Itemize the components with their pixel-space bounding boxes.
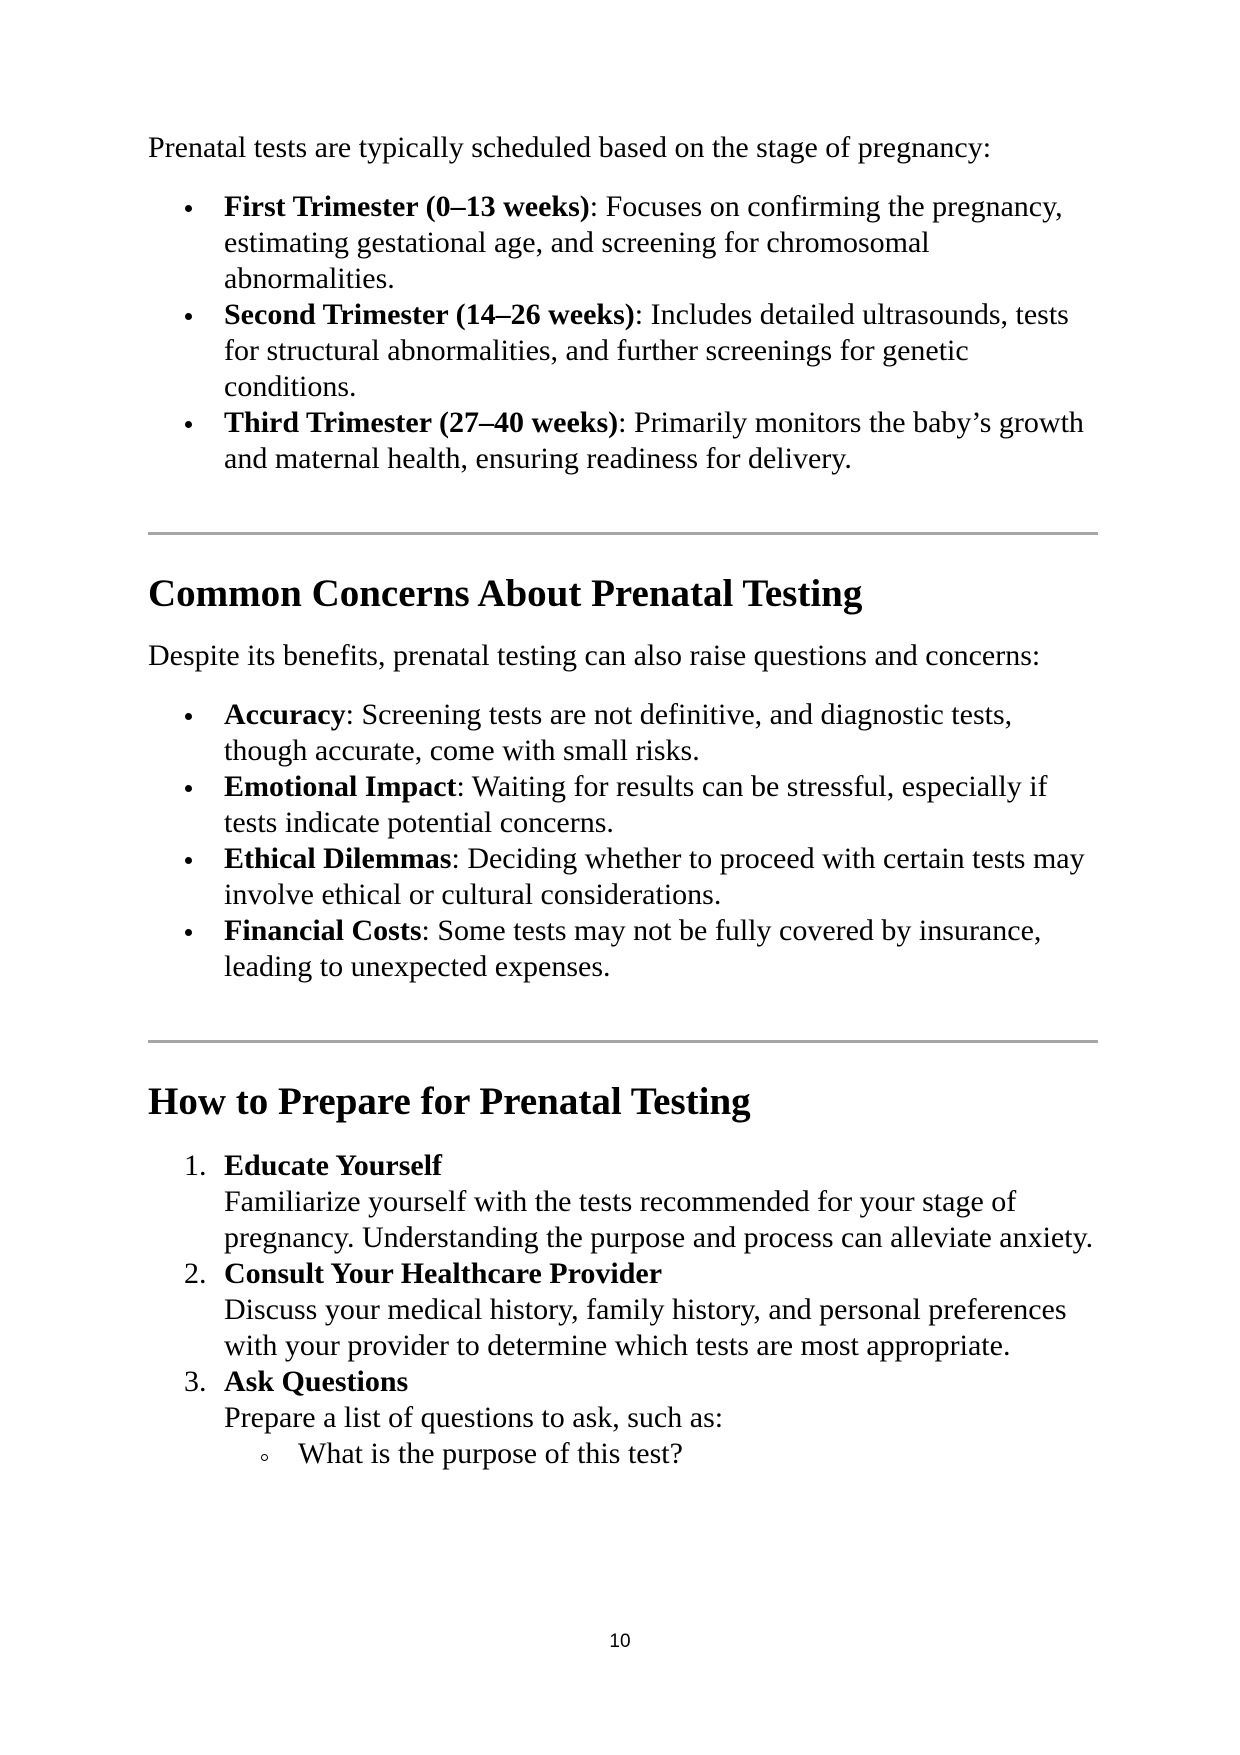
question-text: What is the purpose of this test? [298,1437,683,1470]
item-term: Third Trimester (27–40 weeks) [224,406,619,439]
bullet-icon [185,785,192,792]
circle-bullet-icon [261,1454,268,1461]
bullet-icon [185,421,192,428]
step-title: Educate Yourself [224,1149,443,1182]
step-text: Prepare a list of questions to ask, such as: [224,1401,724,1434]
item-text: : Deciding whether to proceed with certain tests may involve ethical or cultural considerations. [224,842,1085,911]
question-list [224,1436,1098,1472]
item-term: Emotional Impact [224,770,457,803]
list-item [224,1436,1098,1472]
list-item [148,841,1098,913]
step-number: 2. [184,1257,207,1290]
item-term: Accuracy [224,698,346,731]
concerns-intro: Despite its benefits, prenatal testing can also raise questions and concerns: [148,639,1041,672]
step-text: Discuss your medical history, family history, and personal preferences with your provider to determine which tests are most appropriate. [224,1293,1067,1362]
list-item [148,697,1098,769]
step-title: Consult Your Healthcare Provider [224,1257,663,1290]
bullet-icon [185,857,192,864]
section-heading-prepare: How to Prepare for Prenatal Testing [148,1080,751,1123]
section-heading-concerns: Common Concerns About Prenatal Testing [148,572,863,615]
list-item [148,405,1098,477]
step-title: Ask Questions [224,1365,409,1398]
list-item [148,297,1098,405]
bullet-icon [185,205,192,212]
list-item [148,1256,1098,1364]
item-text: : Waiting for results can be stressful, especially if tests indicate potential concerns. [224,770,1048,839]
bullet-icon [185,313,192,320]
document-page [148,130,1098,1472]
page-number: 10 [609,1631,631,1652]
bullet-icon [185,929,192,936]
item-term: First Trimester (0–13 weeks) [224,190,590,223]
step-number: 1. [184,1149,207,1182]
list-item [148,913,1098,985]
item-term: Financial Costs [224,914,422,947]
prepare-steps [148,1148,1098,1472]
item-term: Second Trimester (14–26 weeks) [224,298,635,331]
item-text: : Some tests may not be fully covered by insurance, leading to unexpected expenses. [224,914,1042,983]
bullet-icon [185,713,192,720]
step-text: Familiarize yourself with the tests recommended for your stage of pregnancy. Understanding the purpose and process can alleviate anxiety. [224,1185,1094,1254]
list-item [148,1364,1098,1472]
item-text: : Screening tests are not definitive, and diagnostic tests, though accurate, come with small risks. [224,698,1013,767]
item-text: : Primarily monitors the baby’s growth and maternal health, ensuring readiness for delivery. [224,406,1084,475]
schedule-intro: Prenatal tests are typically scheduled based on the stage of pregnancy: [148,131,992,164]
concerns-list [148,697,1098,985]
list-item [148,189,1098,297]
item-text: : Includes detailed ultrasounds, tests for structural abnormalities, and further screenings for genetic conditions. [224,298,1069,403]
section-divider [148,1040,1098,1043]
list-item [148,1148,1098,1256]
trimester-list [148,189,1098,477]
item-term: Ethical Dilemmas [224,842,452,875]
list-item [148,769,1098,841]
step-number: 3. [184,1365,207,1398]
item-text: : Focuses on confirming the pregnancy, estimating gestational age, and screening for chromosomal abnormalities. [224,190,1063,295]
section-divider [148,532,1098,535]
